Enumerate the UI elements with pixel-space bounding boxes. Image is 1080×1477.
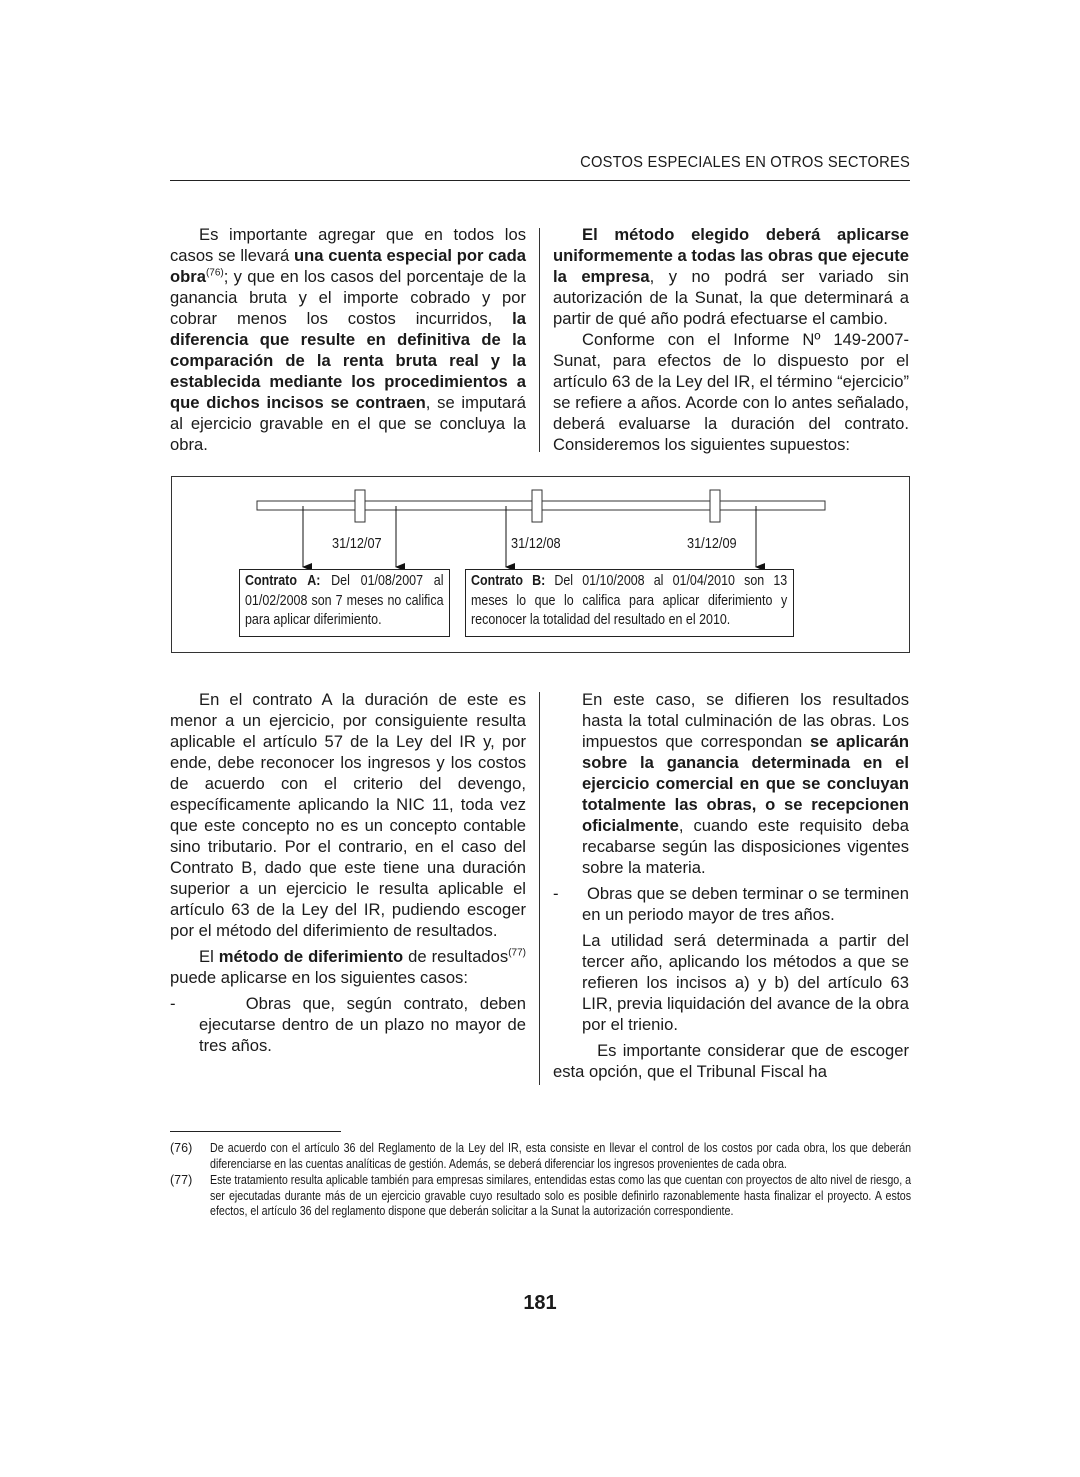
date-label: 31/12/08 [511,535,561,552]
bottom-left-column [170,689,526,1056]
text: , cuando este requisito deba recabarse según las disposiciones vigentes sobre la materia. [582,816,909,877]
bold-text: método de diferimiento [218,947,404,966]
contract-a-box [239,569,450,637]
contract-b-text: Del 01/10/2008 al 01/04/2010 son 13 meses lo que lo califica para aplicar diferimiento y reconocer la totalidad del resultado en el 2010. [471,573,788,628]
text: ; y que en los casos del porcentaje de la ganancia bruta y el importe cobrado y por cobrar menos los costos incurridos, [170,267,526,328]
text: - Obras que se deben terminar o se terminen en un periodo mayor de tres años. [553,884,909,924]
text: Conforme con el Informe Nº 149-2007-Sunat, para efectos de lo dispuesto por el artículo 63 de la Ley del IR, el término “ejercicio” se refiere a años. Acorde con lo antes señalado, deberá evaluarse la duración del contrato. Consideremos los siguientes supuestos: [553,330,910,454]
text: de resultados [403,947,509,966]
text: En el contrato A la duración de este es menor a un ejercicio, por consiguiente resulta aplicable el artículo 57 de la Ley del IR y, por ende, debe reconocer los ingresos y los costos de acuerdo con el criterio del devengo, específicamente aplicando la NIC 11, toda vez que este concepto no es un concepto contable sino tributario. Por el contrario, en el caso del Contrato B, dado que este tiene una duración superior a un ejercicio le resulta aplicable el artículo 63 de la Ley del IR, pudiendo escoger por el método del diferimiento de resultados. [170,690,526,940]
paragraph [553,689,909,878]
footnote-text: Este tratamiento resulta aplicable también para empresas similares, entendidas estas como las que cuentan con proyectos de alto nivel de riesgo, a ser ejecutadas durante más de un ejercicio gravable cuyo resultado solo es posible definirlo razonablemente hasta finalizar el proyecto. A estos efectos, el artículo 36 del reglamento dispone que deberán solicitar a la Sunat la autorización correspondiente. [210,1173,912,1218]
contract-a-label: Contrato A: [245,573,321,589]
footnote-rule [170,1131,341,1132]
tick-2009 [710,490,720,522]
top-left-column [170,224,526,455]
contract-b-box [465,569,794,637]
text: Es importante agregar que en todos los casos se llevará [170,225,526,265]
paragraph [170,224,526,455]
bold-text: se aplicarán sobre la ganancia determinada en el ejercicio comercial en que se concluyan totalmente las obras, o se recepcionen oficialmente [582,732,909,835]
tick-2007 [355,490,365,522]
contract-b-label: Contrato B: [471,573,546,589]
text: El [199,947,219,966]
bold-text: El método elegido deberá aplicarse uniformemente a todas las obras que ejecute la empresa [553,225,909,286]
paragraph [553,329,909,455]
footnote-number: (77) [170,1173,193,1187]
paragraph [170,689,526,941]
text: En este caso, se difieren los resultados hasta la total culminación de las obras. Los impuestos que correspondan [582,690,909,751]
bold-text: la diferencia que resulte en definitiva de la comparación de la renta bruta real y la establecida mediante los procedimientos a que dichos incisos se contraen [170,309,526,412]
contracts-timeline-diagram [171,476,910,653]
paragraph [553,930,909,1035]
paragraph [170,946,526,988]
column-divider [539,228,540,452]
text: , y no podrá ser variado sin autorización de la Sunat, la que determinará a partir de qué año podrá efectuarse el cambio. [553,267,909,328]
date-label: 31/12/09 [687,535,737,552]
header-rule [170,180,910,181]
footnote-ref: (77) [508,947,526,959]
contract-a-text: Del 01/08/2007 al 01/02/2008 son 7 meses no califica para aplicar diferimiento. [245,573,444,628]
paragraph [170,993,526,1056]
page-number: 181 [523,1292,557,1314]
paragraph [553,224,909,329]
footnote-number: (76) [170,1141,193,1155]
text: - Obras que, según contrato, deben ejecutarse dentro de un plazo no mayor de tres años. [170,994,526,1055]
paragraph [553,883,909,925]
date-label: 31/12/07 [332,535,382,552]
paragraph [553,1040,909,1082]
running-header: COSTOS ESPECIALES EN OTROS SECTORES [580,154,910,171]
text: , se imputará al ejercicio gravable en el que se concluya la obra. [170,393,526,454]
text: La utilidad será determinada a partir del tercer año, aplicando los métodos a que se refieren los incisos a) y b) del artículo 63 LIR, previa liquidación del avance de la obra por el trienio. [582,931,909,1034]
bold-text: una cuenta especial por cada obra [170,246,526,286]
footnote-text: De acuerdo con el artículo 36 del Reglamento de la Ley del IR, esta consiste en llevar el control de los costos por cada obra, los que deberán diferenciarse en las cuentas analíticas de gestión. Además, se deberá diferenciar los ingresos provenientes de cada obra. [210,1141,912,1171]
tick-2008 [532,490,542,522]
footnote-ref: (76) [205,267,224,279]
text: Es importante considerar que de escoger esta opción, que el Tribunal Fiscal ha [553,1041,909,1081]
top-right-column [553,224,909,455]
text: puede aplicarse en los siguientes casos: [170,968,468,987]
bottom-right-column [553,689,909,1082]
column-divider [539,692,540,1085]
